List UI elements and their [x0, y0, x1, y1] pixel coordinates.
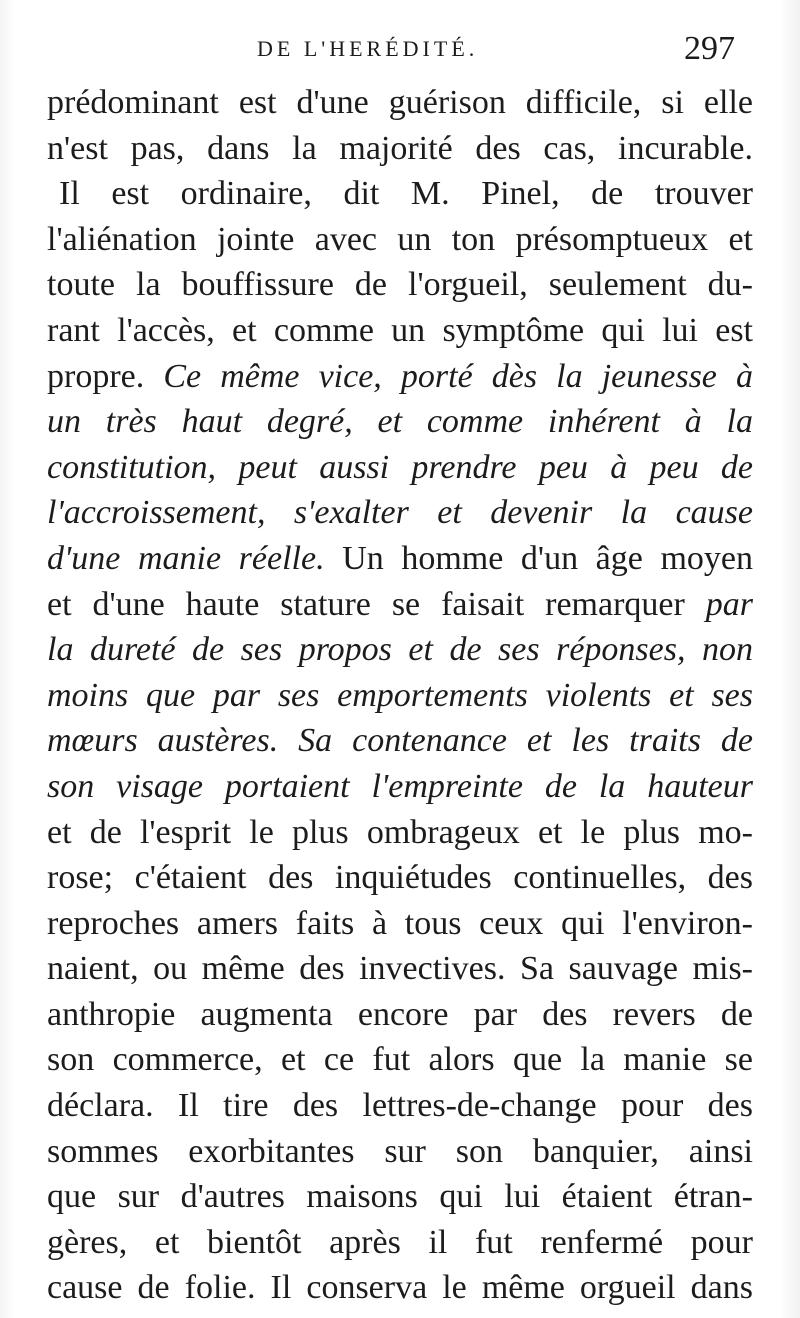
body-text: [47, 80, 753, 1311]
text-run: gères, et bientôt après il fut renfermé pour: [47, 1223, 753, 1261]
text-line: [47, 764, 753, 810]
text-line: [47, 171, 753, 217]
text-run: rant l'accès, et comme un symptôme qui lui est: [47, 311, 753, 349]
text-line: [47, 445, 753, 491]
text-line: [47, 855, 753, 901]
text-line: [47, 1220, 753, 1266]
text-line: [47, 354, 753, 400]
text-run: et de l'esprit le plus ombrageux et le plus mo-: [47, 813, 753, 851]
text-run: prédominant est d'une guérison difficile, si elle: [47, 84, 753, 121]
text-line: [47, 1083, 753, 1129]
text-line: [47, 718, 753, 764]
text-run: propre.: [47, 357, 164, 395]
text-line: [47, 1174, 753, 1220]
text-line: [47, 627, 753, 673]
italic-text: mœurs austères. Sa contenance et les traits de: [47, 722, 753, 760]
text-line: [47, 262, 753, 308]
text-run: n'est pas, dans la majorité des cas, incurable.: [47, 129, 753, 167]
text-run: que sur d'autres maisons qui lui étaient étran-: [47, 1178, 753, 1216]
text-line: [47, 217, 753, 263]
text-line: [47, 810, 753, 856]
text-run: anthropie augmenta encore par des revers de: [47, 995, 753, 1033]
text-line: [47, 490, 753, 536]
text-line: [47, 901, 753, 947]
text-line: [47, 399, 753, 445]
text-line: [47, 992, 753, 1038]
italic-text: son visage portaient l'empreinte de la hauteur: [47, 767, 753, 805]
text-line: [47, 946, 753, 992]
running-head: [0, 32, 800, 72]
text-line: [47, 1037, 753, 1083]
text-line: [47, 80, 753, 126]
italic-text: l'accroissement, s'exalter et devenir la cause: [47, 494, 753, 532]
italic-text: d'une manie réelle.: [47, 539, 325, 577]
text-run: toute la bouffissure de l'orgueil, seulement du-: [47, 266, 753, 304]
text-run: reproches amers faits à tous ceux qui l'environ-: [47, 904, 753, 942]
text-run: sommes exorbitantes sur son banquier, ainsi: [47, 1132, 753, 1170]
text-run: déclara. Il tire des lettres-de-change pour des: [47, 1087, 753, 1125]
text-line: [47, 582, 753, 628]
text-run: cause de folie. Il conserva le même orgueil dans: [47, 1269, 753, 1307]
text-line: [47, 673, 753, 719]
text-run: son commerce, et ce fut alors que la manie se: [47, 1041, 753, 1079]
italic-text: la dureté de ses propos et de ses réponses, non: [47, 631, 753, 669]
text-line: [47, 126, 753, 172]
text-line: [47, 1129, 753, 1175]
italic-text: constitution, peut aussi prendre peu à peu de: [47, 448, 753, 486]
text-run: Il est ordinaire, dit M. Pinel, de trouver: [59, 175, 753, 213]
text-run: et d'une haute stature se faisait remarquer: [47, 585, 706, 623]
text-line: [47, 1265, 753, 1311]
running-title: DE L'HERÉDITÉ.: [257, 36, 479, 61]
italic-text: moins que par ses emportements violents et ses: [47, 676, 753, 714]
italic-text: Ce même vice, porté dès la jeunesse à: [163, 357, 753, 395]
text-run: naient, ou même des invectives. Sa sauvage mis-: [47, 950, 753, 988]
italic-text: un très haut degré, et comme inhérent à la: [47, 403, 753, 441]
text-line: [47, 308, 753, 354]
text-line: [47, 536, 753, 582]
page-number: 297: [684, 30, 735, 67]
italic-text: par: [705, 585, 753, 623]
text-run: Un homme d'un âge moyen: [324, 539, 753, 577]
text-run: rose; c'étaient des inquiétudes continuelles, des: [47, 859, 753, 897]
text-run: l'aliénation jointe avec un ton présomptueux et: [47, 220, 753, 258]
